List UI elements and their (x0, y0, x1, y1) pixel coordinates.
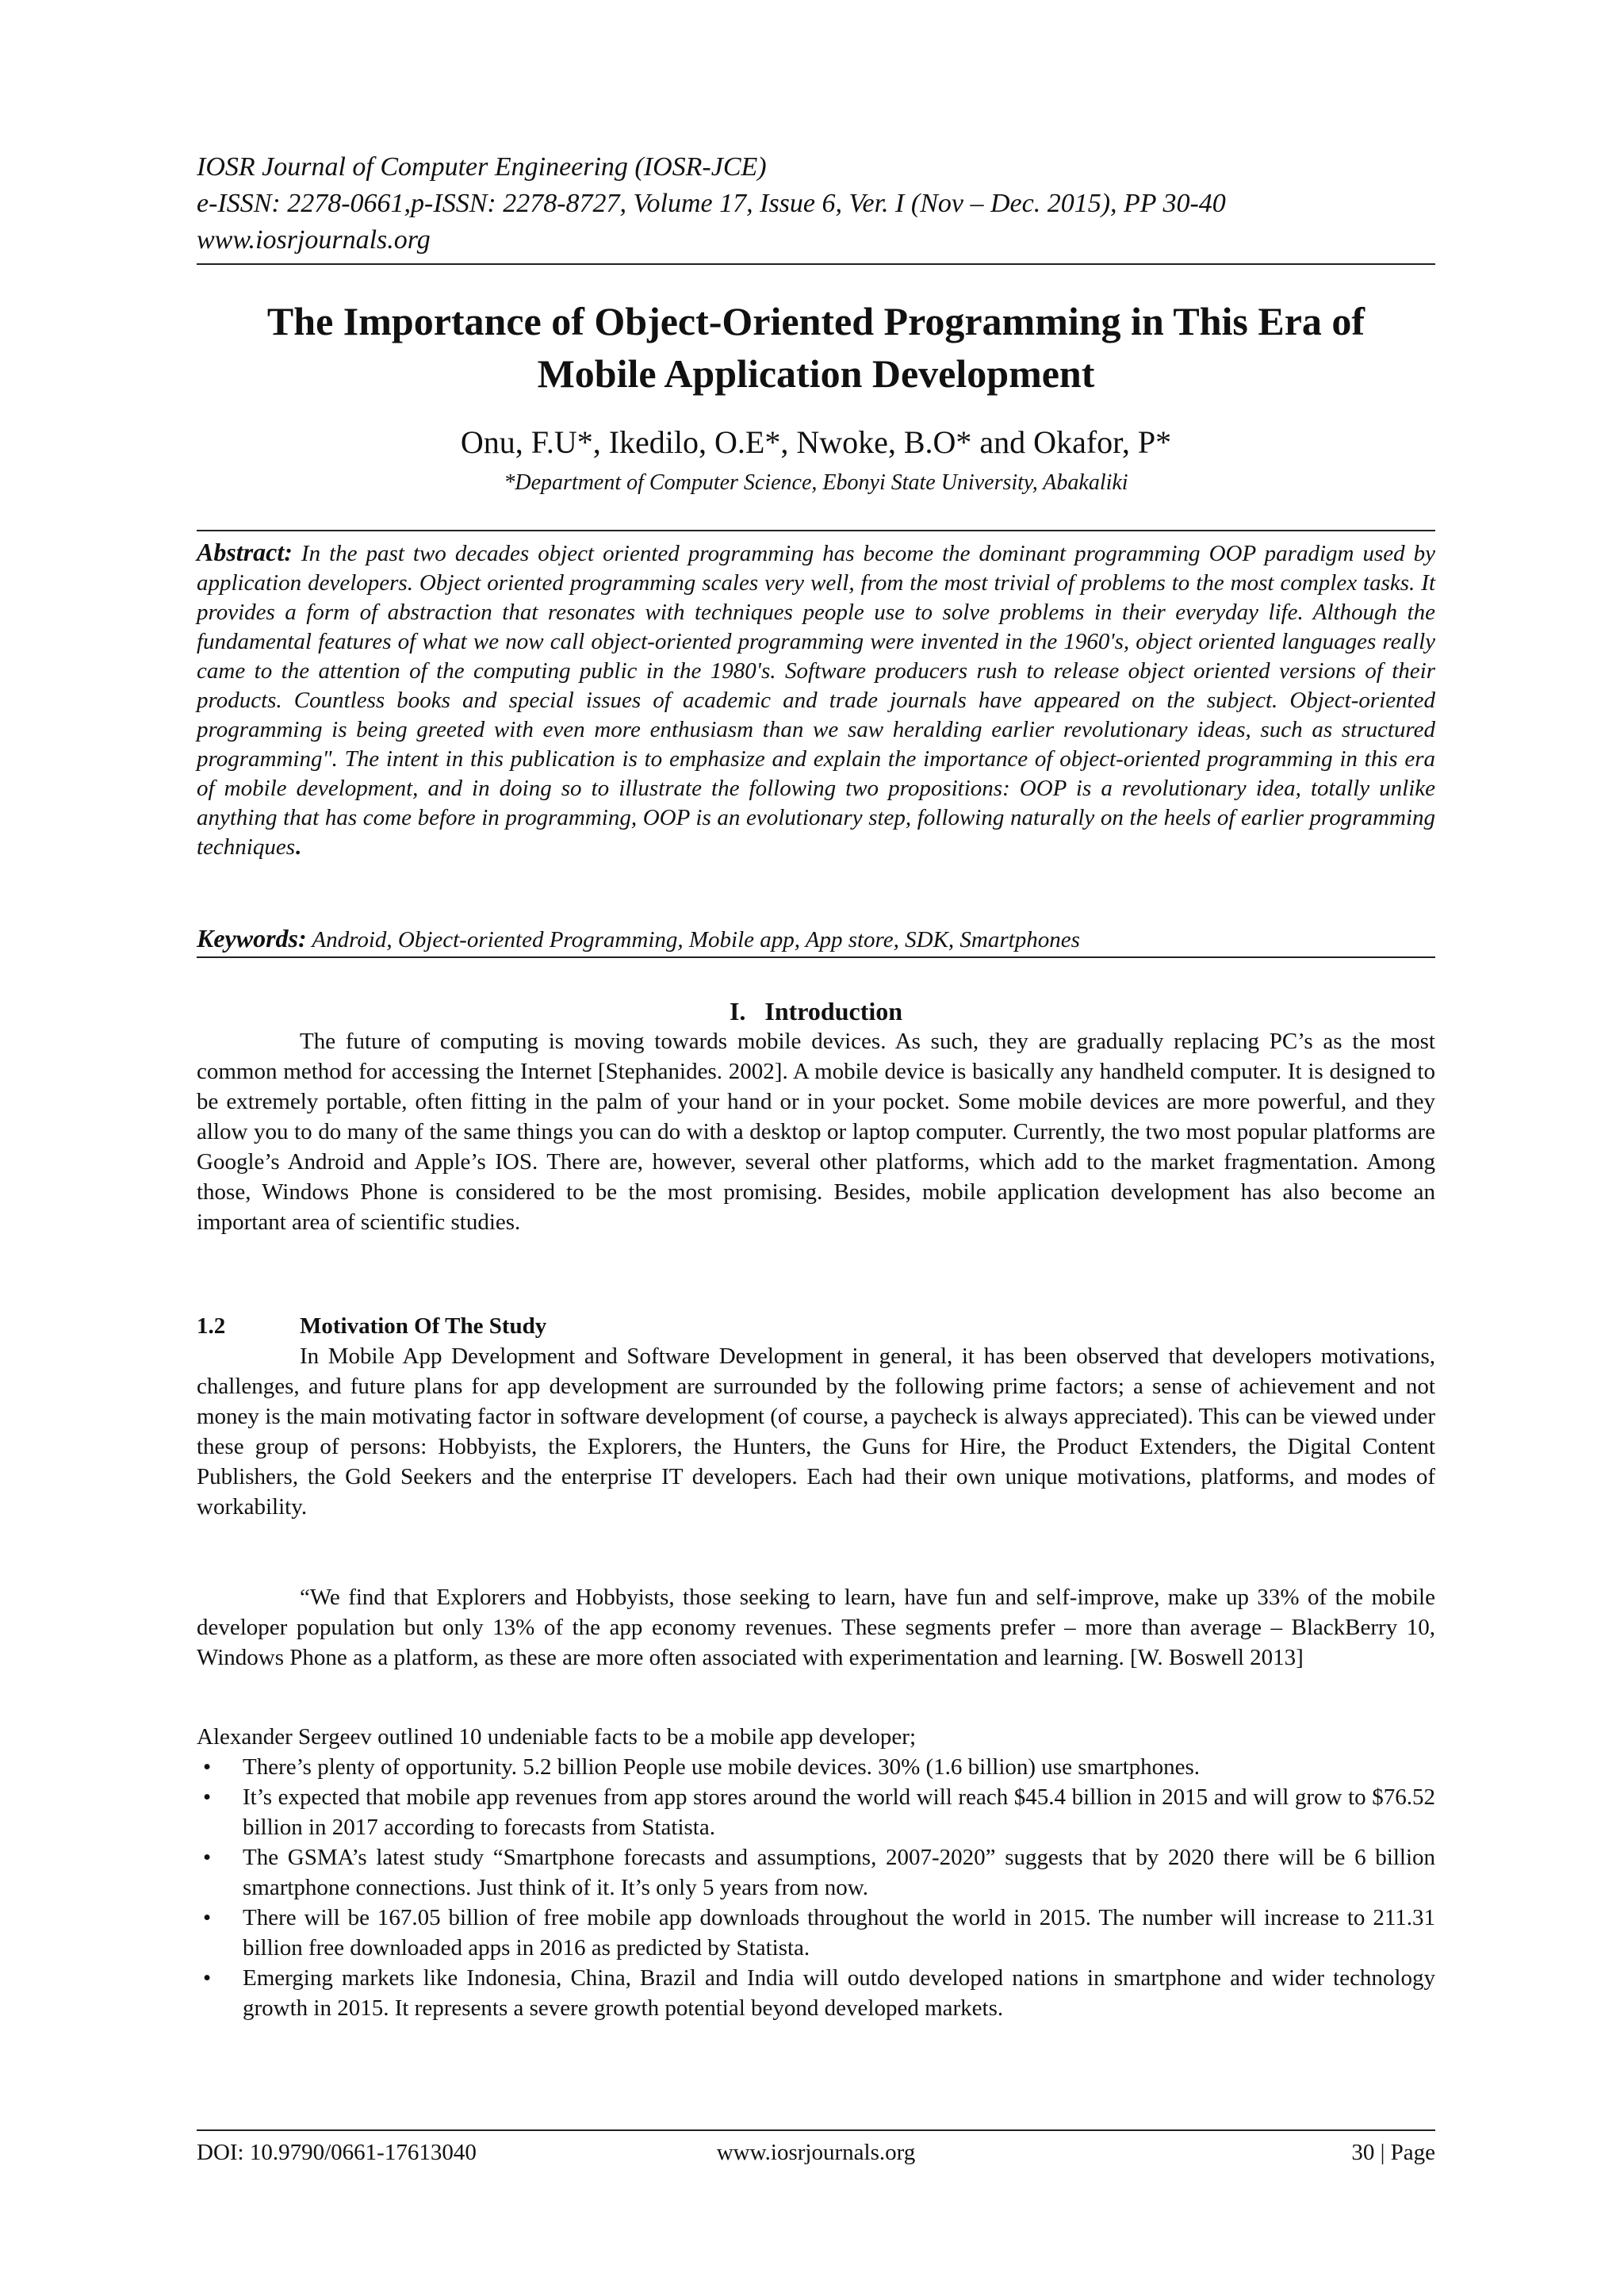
facts-list-intro: Alexander Sergeev outlined 10 undeniable facts to be a mobile app developer; (197, 1724, 917, 1750)
bullet-icon: • (203, 1845, 212, 1870)
list-item: • The GSMA’s latest study “Smartphone forecasts and assumptions, 2007-2020” suggests that by 2020 there will be 6 billion smartphone connections. Just think of it. It’s only 5 years from now. (197, 1842, 1435, 1903)
journal-header (197, 149, 1435, 265)
list-item: • There will be 167.05 billion of free mobile app downloads throughout the world in 2015. The number will increase to 211.31 billion free downloaded apps in 2016 as predicted by Statista. (197, 1903, 1435, 1963)
abstract-end-mark: . (295, 834, 301, 860)
subsection-number: 1.2 (197, 1313, 226, 1339)
section-heading-introduction: I. Introduction (729, 997, 903, 1025)
paper-page (197, 0, 1435, 2296)
motivation-paragraph-1: In Mobile App Development and Software Development in general, it has been observed that developers motivations, challenges, and future plans for app development are surrounded by the following prime factors; a sense of achievement and not money is the main motivating factor in software development (of course, a paycheck is always appreciated). This can be viewed under these group of persons: Hobbyists, the Explorers, the Hunters, the Guns for Hire, the Product Extenders, the Digital Content Publishers, the Gold Seekers and the enterprise IT developers. Each had their own unique motivations, platforms, and modes of workability. (197, 1343, 1435, 1520)
list-item: • There’s plenty of opportunity. 5.2 billion People use mobile devices. 30% (1.6 billion) use smartphones. (197, 1752, 1435, 1782)
footer-website: www.iosrjournals.org (716, 2140, 916, 2165)
paper-title-line-1: The Importance of Object-Oriented Programming in This Era of (266, 299, 1365, 343)
list-item: • It’s expected that mobile app revenues from app stores around the world will reach $45.4 billion in 2015 and will grow to $76.52 billion in 2017 according to forecasts from Statista. (197, 1782, 1435, 1842)
paper-title-line-2: Mobile Application Development (537, 351, 1095, 396)
facts-list (197, 1752, 1435, 2023)
journal-website: www.iosrjournals.org (197, 225, 431, 255)
abstract-text: In the past two decades object oriented programming has become the dominant programming OOP paradigm used by application developers. Object oriented programming scales very well, from the most trivial of problems to the most complex tasks. It provides a form of abstraction that resonates with techniques people use to solve problems in their everyday life. Although the fundamental features of what we now call object-oriented programming were invented in the 1960's, object oriented languages really came to the attention of the computing public in the 1980's. Software producers rush to release object oriented versions of their products. Countless books and special issues of academic and trade journals have appeared on the subject. Object-oriented programming is being greeted with even more enthusiasm than we saw heralding earlier revolutionary ideas, such as structured programming". The intent in this publication is to emphasize and explain the importance of object-oriented programming in this era of mobile development, and in doing so to illustrate the following two propositions: OOP is a revolutionary idea, totally unlike anything that has come before in programming, OOP is an evolutionary step, following naturally on the heels of earlier programming techniques (197, 541, 1436, 860)
footer-doi: DOI: 10.9790/0661-17613040 (197, 2140, 477, 2165)
introduction-paragraph: The future of computing is moving towards mobile devices. As such, they are gradually replacing PC’s as the most common method for accessing the Internet [Stephanides. 2002]. A mobile device is basically any handheld computer. It is designed to be extremely portable, often fitting in the palm of your hand or in your pocket. Some mobile devices are more powerful, and they allow you to do many of the same things you can do with a desktop or laptop computer. Currently, the two most popular platforms are Google’s Android and Apple’s IOS. There are, however, several other platforms, which add to the market fragmentation. Among those, Windows Phone is considered to be the most promising. Besides, mobile application development has also become an important area of scientific studies. (197, 1029, 1435, 1235)
bullet-icon: • (203, 1784, 212, 1810)
bullet-icon: • (203, 1965, 212, 1991)
bullet-icon: • (203, 1905, 212, 1930)
motivation-paragraph-2: “We find that Explorers and Hobbyists, those seeking to learn, have fun and self-improve, make up 33% of the mobile developer population but only 13% of the app economy revenues. These segments prefer – more than average – BlackBerry 10, Windows Phone as a platform, as these are more often associated with experimentation and learning. [W. Boswell 2013] (197, 1585, 1435, 1670)
subsection-title: Motivation Of The Study (300, 1313, 547, 1339)
paper-title (197, 295, 1435, 400)
subsection-heading-motivation (197, 1311, 1435, 1341)
abstract-label: Abstract: (197, 538, 293, 566)
keywords (197, 923, 1435, 955)
paper-affiliation: *Department of Computer Science, Ebonyi State University, Abakaliki (504, 470, 1128, 495)
journal-name: IOSR Journal of Computer Engineering (IOSR-JCE) (197, 152, 767, 182)
keywords-bottom-rule (197, 956, 1435, 958)
paper-authors: Onu, F.U*, Ikedilo, O.E*, Nwoke, B.O* and Okafor, P* (460, 424, 1172, 460)
page-footer (197, 2129, 1435, 2169)
bullet-icon: • (203, 1754, 212, 1780)
footer-page-number: 30 | Page (1351, 2140, 1435, 2165)
keywords-text: Android, Object-oriented Programming, Mobile app, App store, SDK, Smartphones (312, 927, 1080, 953)
abstract-top-rule (197, 530, 1435, 531)
journal-issn: e-ISSN: 2278-0661,p-ISSN: 2278-8727, Volume 17, Issue 6, Ver. I (Nov – Dec. 2015), PP 30-40 (197, 189, 1226, 218)
keywords-label: Keywords: (197, 924, 307, 953)
list-item: • Emerging markets like Indonesia, China, Brazil and India will outdo developed nations in smartphone and wider technology growth in 2015. It represents a severe growth potential beyond developed markets. (197, 1963, 1435, 2023)
abstract (197, 538, 1435, 862)
